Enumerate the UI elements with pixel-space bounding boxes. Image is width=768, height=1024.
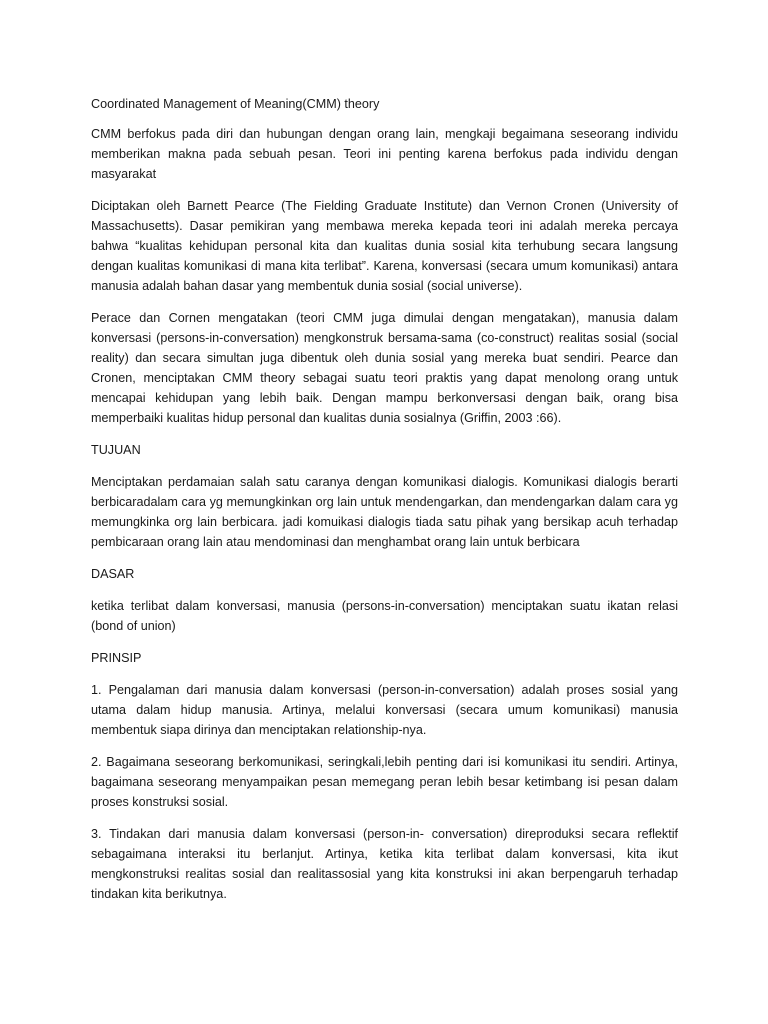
prinsip-item: 1. Pengalaman dari manusia dalam konversasi (person-in-conversation) adalah proses sosial yang utama dalam hidup manusia. Artinya, melalui konversasi (secara umum komunikasi) manusia membentuk siapa dirinya dan menciptakan relationship-nya. xyxy=(91,683,678,737)
origin-paragraph: Diciptakan oleh Barnett Pearce (The Fielding Graduate Institute) dan Vernon Cronen (University of Massachusetts). Dasar pemikiran yang membawa mereka kepada teori ini adalah mereka percaya bahwa “kualitas kehidupan personal kita dan kualitas dunia sosial kita terhubung secara langsung dengan kualitas komunikasi di mana kita terlibat”. Karena, konversasi (secara umum komunikasi) antara manusia adalah bahan dasar yang membentuk dunia sosial (social universe). xyxy=(91,199,678,293)
dasar-paragraph: ketika terlibat dalam konversasi, manusia (persons-in-conversation) menciptakan suatu ikatan relasi (bond of union) xyxy=(91,599,678,633)
prinsip-item: 2. Bagaimana seseorang berkomunikasi, seringkali,lebih penting dari isi komunikasi itu sendiri. Artinya, bagaimana seseorang menyampaikan pesan memegang peran lebih besar ketimbang isi pesan dalam proses konstruksi sosial. xyxy=(91,755,678,809)
tujuan-heading: TUJUAN xyxy=(91,443,141,457)
dasar-heading: DASAR xyxy=(91,567,135,581)
prinsip-heading: PRINSIP xyxy=(91,651,142,665)
perace-paragraph: Perace dan Cornen mengatakan (teori CMM juga dimulai dengan mengatakan), manusia dalam konversasi (persons-in-conversation) mengkonstruk bersama-sama (co-construct) realitas sosial (social reality) dan secara simultan juga dibentuk oleh dunia sosial yang mereka buat sendiri. Pearce dan Cronen, menciptakan CMM theory sebagai suatu teori praktis yang dapat menolong orang untuk mencapai kehidupan yang lebih baik. Dengan mampu berkonversasi dengan baik, orang bisa memperbaiki kualitas hidup personal dan kualitas dunia sosialnya (Griffin, 2003 :66). xyxy=(91,311,678,425)
intro-paragraph: CMM berfokus pada diri dan hubungan dengan orang lain, mengkaji begaimana seseorang individu memberikan makna pada sebuah pesan. Teori ini penting karena berfokus pada individu dengan masyarakat xyxy=(91,127,678,181)
document-title: Coordinated Management of Meaning(CMM) theory xyxy=(91,97,380,111)
prinsip-item: 3. Tindakan dari manusia dalam konversasi (person-in- conversation) direproduksi secara reflektif sebagaimana interaksi itu berlanjut. Artinya, ketika kita terlibat dalam konversasi, kita ikut mengkonstruksi realitas sosial dan realitassosial yang kita konstruksi ini akan berpengaruh terhadap tindakan kita berikutnya. xyxy=(91,827,678,901)
tujuan-paragraph: Menciptakan perdamaian salah satu caranya dengan komunikasi dialogis. Komunikasi dialogis berarti berbicaradalam cara yg memungkinkan org lain untuk mendengarkan, dan mendengarkan dalam cara yg memungkinka org lain berbicara. jadi komuikasi dialogis tiada satu pihak yang bersikap acuh terhadap pembicaraan orang lain atau mendominasi dan menghambat orang lain untuk berbicara xyxy=(91,475,678,549)
document-page xyxy=(91,94,678,916)
